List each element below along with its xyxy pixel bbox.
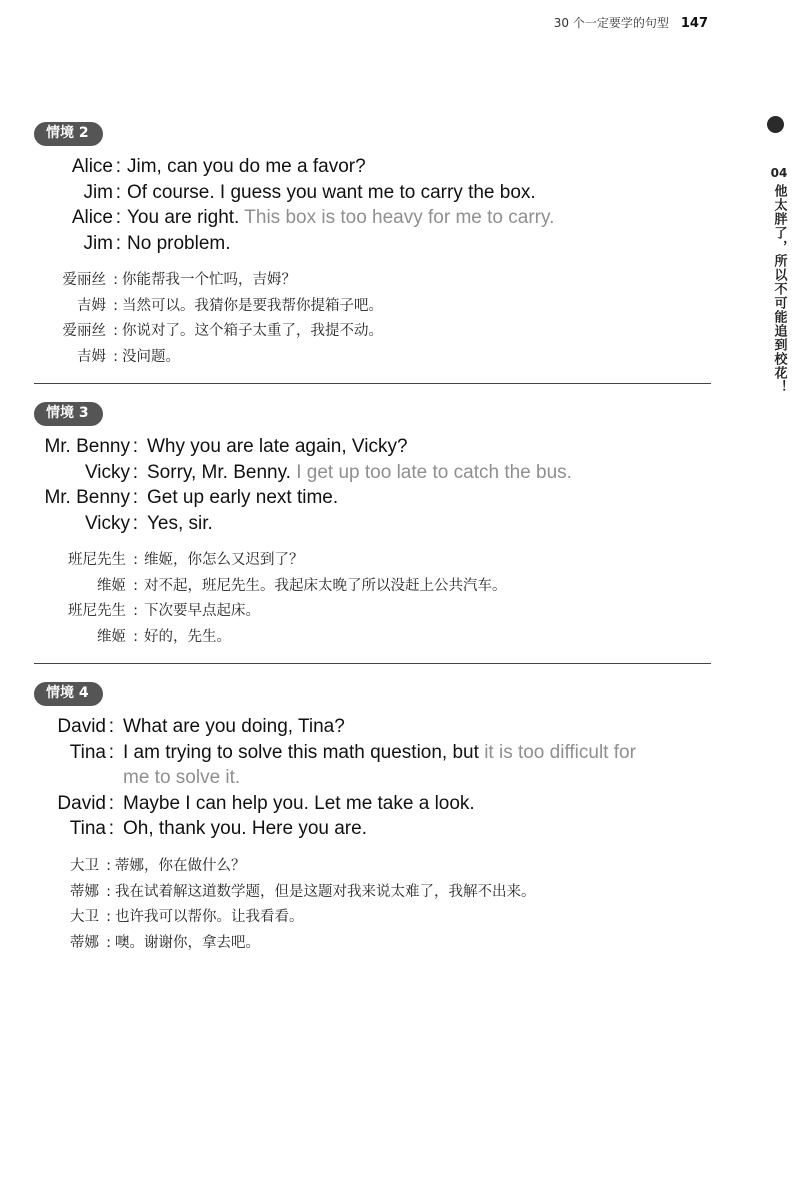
english-dialogue xyxy=(0,714,636,842)
speaker: 班尼先生 xyxy=(68,603,126,619)
translation-line: 维姬 : 好的，先生。 xyxy=(0,625,507,651)
speaker: 蒂娜 xyxy=(70,934,99,951)
speaker: Alice xyxy=(71,156,113,177)
speaker: 吉姆 xyxy=(77,297,106,314)
line-text: 我在试着解这道数学题，但是这题对我来说太难了，我解不出来。 xyxy=(115,883,536,900)
dialogue-line: Mr. Benny : Get up early next time. xyxy=(0,485,572,511)
line-text: 也许我可以帮你。让我看看。 xyxy=(115,909,304,925)
scenario-label: 情境 2 xyxy=(34,122,103,146)
translation-line: 大卫 : 也许我可以帮你。让我看看。 xyxy=(0,905,536,931)
line-text: 对不起，班尼先生。我起床太晚了所以没赶上公共汽车。 xyxy=(144,577,507,594)
dialogue-line: Tina : Oh, thank you. Here you are. xyxy=(0,816,636,842)
chapter-dot-icon xyxy=(767,116,784,133)
speaker: 爱丽丝 xyxy=(62,272,106,288)
scenario-label: 情境 4 xyxy=(34,682,103,706)
chinese-translation xyxy=(0,854,536,956)
line-text: You are right. This box is too heavy for me to carry. xyxy=(127,207,555,228)
line-text: Get up early next time. xyxy=(147,487,339,508)
dialogue-line: Jim : No problem. xyxy=(0,231,554,257)
speaker: 维姬 xyxy=(97,628,126,645)
dialogue-line: Alice : You are right. This box is too heavy for me to carry. xyxy=(0,205,554,231)
speaker: David xyxy=(57,792,106,814)
speaker: Mr. Benny xyxy=(44,487,130,508)
translation-line: 维姬 : 对不起，班尼先生。我起床太晚了所以没赶上公共汽车。 xyxy=(0,574,507,600)
translation-line: 吉姆 : 当然可以。我猜你是要我帮你提箱子吧。 xyxy=(0,294,383,320)
line-text: 下次要早点起床。 xyxy=(144,603,260,619)
dialogue-line: Jim : Of course. I guess you want me to carry the box. xyxy=(0,180,554,206)
line-text: What are you doing, Tina? xyxy=(123,716,345,737)
dialogue-line: David : What are you doing, Tina? xyxy=(0,714,636,740)
line-text: 噢。谢谢你，拿去吧。 xyxy=(115,934,260,951)
line-text: Maybe I can help you. Let me take a look. xyxy=(123,792,475,814)
line-text: 你说对了。这个箱子太重了，我提不动。 xyxy=(122,323,383,339)
translation-line: 吉姆 : 没问题。 xyxy=(0,345,383,371)
dialogue-line: Vicky : Sorry, Mr. Benny. I get up too late to catch the bus. xyxy=(0,460,572,486)
speaker: Tina xyxy=(69,741,106,763)
speaker: Jim xyxy=(83,232,113,254)
dialogue-line: Mr. Benny : Why you are late again, Vicky? xyxy=(0,434,572,460)
line-text: me to solve it. xyxy=(123,767,241,788)
speaker xyxy=(0,765,106,791)
translation-line: 蒂娜 : 我在试着解这道数学题，但是这题对我来说太难了，我解不出来。 xyxy=(0,880,536,906)
scenario-label: 情境 3 xyxy=(34,402,103,426)
speaker: Mr. Benny xyxy=(44,436,130,457)
speaker: Vicky xyxy=(84,512,130,534)
line-text: Of course. I guess you want me to carry the box. xyxy=(127,181,536,203)
line-text: 没问题。 xyxy=(122,348,180,365)
line-text: Why you are late again, Vicky? xyxy=(147,436,408,457)
line-text: Sorry, Mr. Benny. I get up too late to catch the bus. xyxy=(147,461,572,483)
chapter-side-tab xyxy=(768,165,790,399)
dialogue-line: Alice : Jim, can you do me a favor? xyxy=(0,154,554,180)
line-text: 维姬，你怎么又迟到了？ xyxy=(144,552,304,568)
line-text: Oh, thank you. Here you are. xyxy=(123,818,367,839)
section-divider xyxy=(34,383,711,384)
chapter-number: 04 xyxy=(770,166,788,180)
chinese-translation xyxy=(0,548,507,650)
section-divider xyxy=(34,663,711,664)
chinese-translation xyxy=(0,268,383,370)
chapter-title: 他太胖了，所以不可能追到校花！ xyxy=(771,184,787,394)
page-header xyxy=(554,14,708,31)
speaker: 爱丽丝 xyxy=(62,323,106,339)
line-text: No problem. xyxy=(127,232,231,254)
translation-line: 班尼先生 : 维姬，你怎么又迟到了？ xyxy=(0,548,507,574)
line-text: 蒂娜，你在做什么？ xyxy=(115,858,246,874)
dialogue-line-continued xyxy=(0,765,636,791)
speaker: Jim xyxy=(83,181,113,203)
speaker: 大卫 xyxy=(70,909,99,925)
translation-line: 班尼先生 : 下次要早点起床。 xyxy=(0,599,507,625)
speaker: 维姬 xyxy=(97,577,126,594)
page-number: 147 xyxy=(680,16,708,31)
speaker: Tina xyxy=(69,818,106,839)
line-text: I am trying to solve this math question, but it is too difficult for xyxy=(123,741,636,763)
speaker: 吉姆 xyxy=(77,348,106,365)
line-text: 当然可以。我猜你是要我帮你提箱子吧。 xyxy=(122,297,383,314)
line-text: Yes, sir. xyxy=(147,512,213,534)
line-text: 你能帮我一个忙吗，吉姆？ xyxy=(122,272,296,288)
translation-line: 蒂娜 : 噢。谢谢你，拿去吧。 xyxy=(0,931,536,957)
english-dialogue xyxy=(0,154,554,256)
speaker: 蒂娜 xyxy=(70,883,99,900)
speaker: Vicky xyxy=(84,461,130,483)
translation-line: 爱丽丝 : 你能帮我一个忙吗，吉姆？ xyxy=(0,268,383,294)
line-text: Jim, can you do me a favor? xyxy=(127,156,366,177)
dialogue-line: Vicky : Yes, sir. xyxy=(0,511,572,537)
speaker: David xyxy=(57,716,106,737)
dialogue-line: Tina : I am trying to solve this math question, but it is too difficult for xyxy=(0,740,636,766)
translation-line: 爱丽丝 : 你说对了。这个箱子太重了，我提不动。 xyxy=(0,319,383,345)
speaker: 班尼先生 xyxy=(68,552,126,568)
speaker: Alice xyxy=(71,207,113,228)
running-title: 30 个一定要学的句型 xyxy=(553,16,669,30)
dialogue-line: David : Maybe I can help you. Let me take a look. xyxy=(0,791,636,817)
line-text: 好的，先生。 xyxy=(144,628,231,645)
speaker: 大卫 xyxy=(70,858,99,874)
english-dialogue xyxy=(0,434,572,536)
translation-line: 大卫 : 蒂娜，你在做什么？ xyxy=(0,854,536,880)
